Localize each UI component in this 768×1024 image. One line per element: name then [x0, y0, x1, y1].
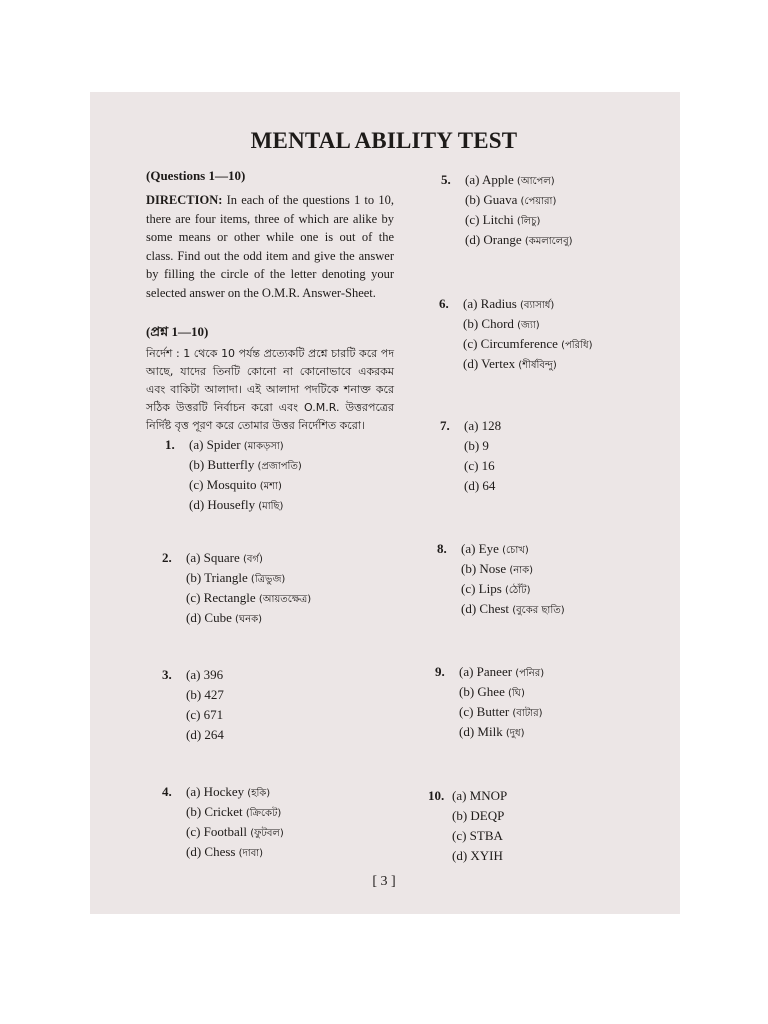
option-item [464, 418, 501, 438]
option-item [452, 808, 507, 828]
option-label: (c) Mosquito [189, 477, 257, 492]
option-item [459, 704, 544, 724]
option-bengali: (পনির) [512, 668, 545, 679]
direction-text: In each of the questions 1 to 10, there are four items, three of which are alike by some means or other while one is out of the class. Find out the odd item and give the answer by filling the circle of the letter denoting your selected answer on the O.M.R. Answer-Sheet. [146, 193, 394, 300]
option-label: (b) Ghee [459, 684, 505, 699]
option-item [186, 727, 224, 747]
option-label: (b) Guava [465, 192, 518, 207]
option-bengali: (চোখ) [498, 545, 529, 556]
option-item [465, 192, 573, 212]
options-list [464, 418, 501, 498]
option-label: (b) Cricket [186, 804, 243, 819]
option-bengali: (আপেল) [513, 176, 555, 187]
question-number: 2. [162, 550, 172, 565]
option-item [464, 458, 501, 478]
option-bengali: (দুধ) [502, 728, 525, 739]
option-bengali: (শীর্ষবিন্দু) [515, 360, 557, 371]
option-bengali: (জ্যা) [513, 320, 540, 331]
question-number: 5. [441, 172, 451, 187]
question-number: 4. [162, 784, 172, 799]
option-item [463, 296, 593, 316]
option-label: (a) Paneer [459, 664, 513, 679]
option-item [465, 172, 573, 192]
options-list [465, 172, 573, 252]
option-item [186, 844, 284, 864]
option-label: (c) Circumference [463, 336, 558, 351]
option-bengali: (বাটার) [509, 708, 543, 719]
bengali-direction: নির্দেশ : 1 থেকে 10 পর্যন্ত প্রত্যেকটি প্রশ্নে চারটি করে পদ আছে, যাদের তিনটি কোনো না কোনোভাবে একরকম এবং বাকিটা আলাদা। এই আলাদা পদটিকে শনাক্ত করে সঠিক উত্তরটি নির্বাচন করো এবং O.M.R. উত্তরপত্রের নির্দিষ্ট বৃত্ত পূরণ করে তোমার উত্তর নির্দেশিত করো। [146, 347, 394, 432]
option-item [463, 356, 593, 376]
option-item [186, 590, 311, 610]
option-label: (b) 427 [186, 687, 224, 702]
option-item [186, 610, 311, 630]
option-bengali: (পেয়ারা) [517, 196, 557, 207]
option-item [464, 438, 501, 458]
option-label: (a) MNOP [452, 788, 508, 803]
bengali-section-label: (প্রশ্ন 1—10) [146, 324, 209, 339]
option-bengali: (ব্যাসার্ধ) [516, 300, 555, 311]
option-label: (a) 128 [464, 418, 502, 433]
option-label: (d) Housefly [189, 497, 256, 512]
option-label: (a) Radius [463, 296, 517, 311]
option-item [189, 497, 302, 517]
option-item [189, 457, 302, 477]
option-item [465, 232, 573, 252]
option-label: (a) 396 [186, 667, 224, 682]
option-bengali: (ঘি) [504, 688, 525, 699]
options-list [186, 667, 224, 747]
option-label: (d) XYIH [452, 848, 503, 863]
option-bengali: (নাক) [506, 565, 533, 576]
option-item [186, 667, 224, 687]
option-item [464, 478, 501, 498]
option-label: (b) Chord [463, 316, 514, 331]
option-label: (d) Vertex [463, 356, 516, 371]
option-label: (d) Orange [465, 232, 522, 247]
option-item [186, 784, 284, 804]
option-item [461, 561, 565, 581]
option-bengali: (বুকের ছাতি) [509, 605, 565, 616]
option-label: (a) Square [186, 550, 240, 565]
option-item [459, 724, 544, 744]
options-list [189, 437, 302, 517]
page-title: MENTAL ABILITY TEST [250, 128, 518, 153]
option-label: (c) STBA [452, 828, 503, 843]
option-item [189, 477, 302, 497]
direction-label: DIRECTION: [146, 193, 223, 207]
option-item [463, 336, 593, 356]
section-label: (Questions 1—10) [146, 168, 246, 183]
option-item [452, 828, 507, 848]
option-item [452, 848, 507, 868]
option-item [186, 707, 224, 727]
option-item [186, 804, 284, 824]
question-number: 3. [162, 667, 172, 682]
option-label: (a) Eye [461, 541, 499, 556]
question-number: 9. [435, 664, 445, 679]
option-item [459, 684, 544, 704]
option-bengali: (কমলালেবু) [521, 236, 573, 247]
option-bengali: (ত্রিভুজ) [247, 574, 286, 585]
option-bengali: (ফুটবল) [247, 828, 284, 839]
option-item [189, 437, 302, 457]
option-bengali: (ঘনক) [231, 614, 262, 625]
option-label: (c) Rectangle [186, 590, 256, 605]
option-label: (d) Chess [186, 844, 236, 859]
option-bengali: (দাবা) [235, 848, 264, 859]
option-bengali: (প্রজাপতি) [254, 461, 302, 472]
option-label: (c) Football [186, 824, 248, 839]
options-list [186, 784, 284, 864]
option-label: (d) Milk [459, 724, 503, 739]
option-bengali: (মাছি) [255, 501, 284, 512]
option-item [186, 824, 284, 844]
options-list [463, 296, 593, 376]
option-bengali: (ক্রিকেট) [242, 808, 282, 819]
option-label: (a) Spider [189, 437, 241, 452]
option-label: (b) Butterfly [189, 457, 255, 472]
options-list [186, 550, 311, 630]
option-label: (a) Apple [465, 172, 514, 187]
option-item [186, 550, 311, 570]
option-bengali: (হকি) [244, 788, 271, 799]
option-bengali: (বর্গ) [239, 554, 263, 565]
option-label: (c) Butter [459, 704, 510, 719]
options-list [459, 664, 544, 744]
options-list [452, 788, 507, 868]
option-item [186, 570, 311, 590]
option-label: (d) 64 [464, 478, 496, 493]
option-label: (c) Lips [461, 581, 502, 596]
question-number: 1. [165, 437, 175, 452]
option-label: (d) Cube [186, 610, 232, 625]
option-item [461, 601, 565, 621]
option-bengali: (মশা) [256, 481, 282, 492]
option-label: (c) Litchi [465, 212, 514, 227]
option-label: (a) Hockey [186, 784, 245, 799]
question-number: 7. [440, 418, 450, 433]
option-item [186, 687, 224, 707]
question-number: 10. [428, 788, 445, 803]
option-label: (b) DEQP [452, 808, 505, 823]
option-label: (b) Triangle [186, 570, 248, 585]
option-item [465, 212, 573, 232]
option-label: (c) 671 [186, 707, 224, 722]
option-label: (d) Chest [461, 601, 510, 616]
question-number: 6. [439, 296, 449, 311]
option-bengali: (লিচু) [513, 216, 541, 227]
option-label: (d) 264 [186, 727, 224, 742]
question-number: 8. [437, 541, 447, 556]
page-number: [ 3 ] [372, 874, 396, 889]
option-item [461, 541, 565, 561]
option-label: (c) 16 [464, 458, 495, 473]
options-list [461, 541, 565, 621]
option-item [452, 788, 507, 808]
option-bengali: (ঠোঁট) [501, 585, 531, 596]
option-item [463, 316, 593, 336]
option-item [461, 581, 565, 601]
option-label: (b) Nose [461, 561, 507, 576]
option-label: (b) 9 [464, 438, 489, 453]
option-bengali: (পরিধি) [557, 340, 593, 351]
option-bengali: (মাকড়সা) [240, 441, 284, 452]
option-item [459, 664, 544, 684]
option-bengali: (আয়তক্ষেত্র) [255, 594, 312, 605]
direction-paragraph [146, 191, 394, 302]
